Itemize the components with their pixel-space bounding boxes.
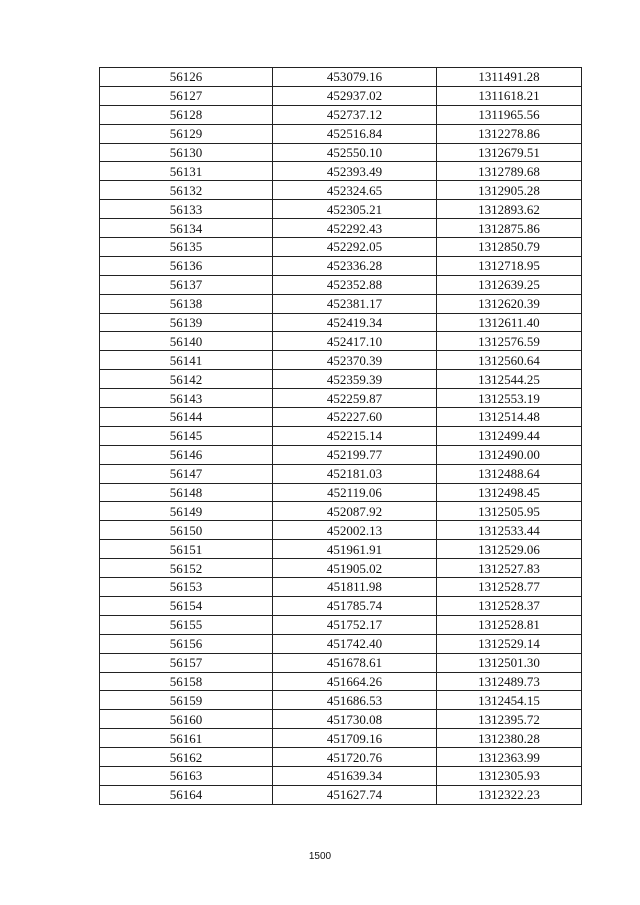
table-row — [100, 710, 582, 729]
point-id-cell: 56155 — [100, 615, 273, 634]
y-coordinate-cell: 1312528.77 — [437, 578, 582, 597]
x-coordinate-cell: 451664.26 — [273, 672, 437, 691]
y-coordinate-cell: 1312639.25 — [437, 275, 582, 294]
y-coordinate-cell: 1312620.39 — [437, 294, 582, 313]
y-coordinate-cell: 1312454.15 — [437, 691, 582, 710]
point-id-cell: 56136 — [100, 256, 273, 275]
y-coordinate-cell: 1312514.48 — [437, 408, 582, 427]
table-row — [100, 256, 582, 275]
point-id-cell: 56133 — [100, 200, 273, 219]
x-coordinate-cell: 451686.53 — [273, 691, 437, 710]
x-coordinate-cell: 452292.43 — [273, 219, 437, 238]
x-coordinate-cell: 452292.05 — [273, 238, 437, 257]
x-coordinate-cell: 453079.16 — [273, 68, 437, 87]
point-id-cell: 56132 — [100, 181, 273, 200]
y-coordinate-cell: 1312322.23 — [437, 785, 582, 804]
table-row — [100, 313, 582, 332]
x-coordinate-cell: 452336.28 — [273, 256, 437, 275]
point-id-cell: 56162 — [100, 748, 273, 767]
point-id-cell: 56150 — [100, 521, 273, 540]
point-id-cell: 56141 — [100, 351, 273, 370]
y-coordinate-cell: 1312278.86 — [437, 124, 582, 143]
point-id-cell: 56154 — [100, 596, 273, 615]
table-row — [100, 653, 582, 672]
x-coordinate-cell: 452227.60 — [273, 408, 437, 427]
table-row — [100, 351, 582, 370]
x-coordinate-cell: 452737.12 — [273, 105, 437, 124]
point-id-cell: 56159 — [100, 691, 273, 710]
point-id-cell: 56139 — [100, 313, 273, 332]
table-row — [100, 502, 582, 521]
table-row — [100, 200, 582, 219]
table-row — [100, 219, 582, 238]
x-coordinate-cell: 452352.88 — [273, 275, 437, 294]
y-coordinate-cell: 1312380.28 — [437, 729, 582, 748]
table-row — [100, 294, 582, 313]
x-coordinate-cell: 452393.49 — [273, 162, 437, 181]
y-coordinate-cell: 1312905.28 — [437, 181, 582, 200]
x-coordinate-cell: 452002.13 — [273, 521, 437, 540]
table-row — [100, 238, 582, 257]
point-id-cell: 56146 — [100, 445, 273, 464]
table-row — [100, 766, 582, 785]
y-coordinate-cell: 1312611.40 — [437, 313, 582, 332]
table-row — [100, 748, 582, 767]
y-coordinate-cell: 1312718.95 — [437, 256, 582, 275]
y-coordinate-cell: 1312489.73 — [437, 672, 582, 691]
table-row — [100, 578, 582, 597]
x-coordinate-cell: 451961.91 — [273, 540, 437, 559]
y-coordinate-cell: 1312499.44 — [437, 426, 582, 445]
point-id-cell: 56161 — [100, 729, 273, 748]
y-coordinate-cell: 1311491.28 — [437, 68, 582, 87]
table-row — [100, 426, 582, 445]
y-coordinate-cell: 1312528.37 — [437, 596, 582, 615]
y-coordinate-cell: 1312893.62 — [437, 200, 582, 219]
point-id-cell: 56157 — [100, 653, 273, 672]
x-coordinate-cell: 452419.34 — [273, 313, 437, 332]
point-id-cell: 56147 — [100, 464, 273, 483]
x-coordinate-cell: 451811.98 — [273, 578, 437, 597]
x-coordinate-cell: 451627.74 — [273, 785, 437, 804]
point-id-cell: 56156 — [100, 634, 273, 653]
y-coordinate-cell: 1312490.00 — [437, 445, 582, 464]
point-id-cell: 56152 — [100, 559, 273, 578]
point-id-cell: 56135 — [100, 238, 273, 257]
y-coordinate-cell: 1312529.14 — [437, 634, 582, 653]
x-coordinate-cell: 452119.06 — [273, 483, 437, 502]
point-id-cell: 56144 — [100, 408, 273, 427]
y-coordinate-cell: 1311618.21 — [437, 86, 582, 105]
table-row — [100, 68, 582, 87]
y-coordinate-cell: 1312850.79 — [437, 238, 582, 257]
point-id-cell: 56153 — [100, 578, 273, 597]
y-coordinate-cell: 1311965.56 — [437, 105, 582, 124]
table-row — [100, 408, 582, 427]
point-id-cell: 56142 — [100, 370, 273, 389]
point-id-cell: 56143 — [100, 389, 273, 408]
table-row — [100, 672, 582, 691]
table-row — [100, 634, 582, 653]
table-row — [100, 559, 582, 578]
table-row — [100, 540, 582, 559]
y-coordinate-cell: 1312875.86 — [437, 219, 582, 238]
point-id-cell: 56126 — [100, 68, 273, 87]
point-id-cell: 56148 — [100, 483, 273, 502]
table-row — [100, 105, 582, 124]
table-row — [100, 445, 582, 464]
x-coordinate-cell: 452305.21 — [273, 200, 437, 219]
y-coordinate-cell: 1312789.68 — [437, 162, 582, 181]
coordinate-table-body — [100, 68, 582, 805]
point-id-cell: 56151 — [100, 540, 273, 559]
x-coordinate-cell: 452087.92 — [273, 502, 437, 521]
point-id-cell: 56163 — [100, 766, 273, 785]
point-id-cell: 56130 — [100, 143, 273, 162]
y-coordinate-cell: 1312679.51 — [437, 143, 582, 162]
point-id-cell: 56127 — [100, 86, 273, 105]
y-coordinate-cell: 1312501.30 — [437, 653, 582, 672]
table-row — [100, 332, 582, 351]
table-row — [100, 785, 582, 804]
y-coordinate-cell: 1312527.83 — [437, 559, 582, 578]
y-coordinate-cell: 1312363.99 — [437, 748, 582, 767]
x-coordinate-cell: 452370.39 — [273, 351, 437, 370]
y-coordinate-cell: 1312498.45 — [437, 483, 582, 502]
table-row — [100, 143, 582, 162]
x-coordinate-cell: 452417.10 — [273, 332, 437, 351]
y-coordinate-cell: 1312395.72 — [437, 710, 582, 729]
table-row — [100, 464, 582, 483]
x-coordinate-cell: 451678.61 — [273, 653, 437, 672]
x-coordinate-cell: 452359.39 — [273, 370, 437, 389]
table-row — [100, 181, 582, 200]
y-coordinate-cell: 1312529.06 — [437, 540, 582, 559]
y-coordinate-cell: 1312488.64 — [437, 464, 582, 483]
point-id-cell: 56134 — [100, 219, 273, 238]
table-row — [100, 615, 582, 634]
table-row — [100, 691, 582, 710]
point-id-cell: 56138 — [100, 294, 273, 313]
x-coordinate-cell: 452550.10 — [273, 143, 437, 162]
table-row — [100, 370, 582, 389]
x-coordinate-cell: 451785.74 — [273, 596, 437, 615]
point-id-cell: 56160 — [100, 710, 273, 729]
table-row — [100, 521, 582, 540]
coordinate-table — [99, 67, 582, 805]
y-coordinate-cell: 1312305.93 — [437, 766, 582, 785]
y-coordinate-cell: 1312576.59 — [437, 332, 582, 351]
x-coordinate-cell: 452937.02 — [273, 86, 437, 105]
point-id-cell: 56158 — [100, 672, 273, 691]
page-number: 1500 — [308, 851, 332, 862]
table-row — [100, 389, 582, 408]
table-row — [100, 124, 582, 143]
y-coordinate-cell: 1312553.19 — [437, 389, 582, 408]
point-id-cell: 56149 — [100, 502, 273, 521]
x-coordinate-cell: 451730.08 — [273, 710, 437, 729]
point-id-cell: 56164 — [100, 785, 273, 804]
x-coordinate-cell: 452215.14 — [273, 426, 437, 445]
point-id-cell: 56137 — [100, 275, 273, 294]
x-coordinate-cell: 451905.02 — [273, 559, 437, 578]
x-coordinate-cell: 451639.34 — [273, 766, 437, 785]
x-coordinate-cell: 451752.17 — [273, 615, 437, 634]
y-coordinate-cell: 1312533.44 — [437, 521, 582, 540]
x-coordinate-cell: 452324.65 — [273, 181, 437, 200]
y-coordinate-cell: 1312505.95 — [437, 502, 582, 521]
x-coordinate-cell: 451720.76 — [273, 748, 437, 767]
table-row — [100, 483, 582, 502]
y-coordinate-cell: 1312544.25 — [437, 370, 582, 389]
point-id-cell: 56129 — [100, 124, 273, 143]
table-row — [100, 162, 582, 181]
y-coordinate-cell: 1312528.81 — [437, 615, 582, 634]
x-coordinate-cell: 451742.40 — [273, 634, 437, 653]
point-id-cell: 56140 — [100, 332, 273, 351]
x-coordinate-cell: 451709.16 — [273, 729, 437, 748]
point-id-cell: 56131 — [100, 162, 273, 181]
table-row — [100, 729, 582, 748]
x-coordinate-cell: 452516.84 — [273, 124, 437, 143]
x-coordinate-cell: 452199.77 — [273, 445, 437, 464]
x-coordinate-cell: 452181.03 — [273, 464, 437, 483]
x-coordinate-cell: 452381.17 — [273, 294, 437, 313]
table-row — [100, 596, 582, 615]
point-id-cell: 56145 — [100, 426, 273, 445]
table-row — [100, 86, 582, 105]
point-id-cell: 56128 — [100, 105, 273, 124]
y-coordinate-cell: 1312560.64 — [437, 351, 582, 370]
x-coordinate-cell: 452259.87 — [273, 389, 437, 408]
table-row — [100, 275, 582, 294]
